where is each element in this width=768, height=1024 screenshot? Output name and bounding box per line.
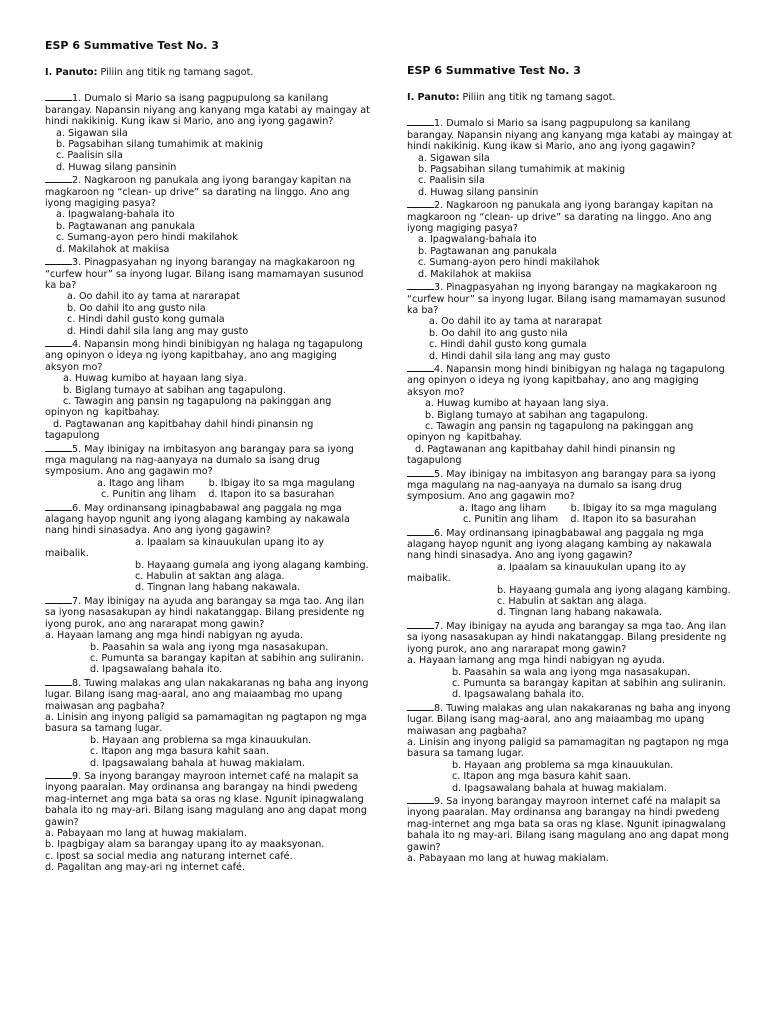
directions-label: I. Panuto: (407, 92, 460, 103)
option: a. Ipagwalang-bahala ito (56, 209, 175, 221)
question-3: 3. Pinagpasyahan ng inyong barangay na magkakaroon ng “curfew hour” sa inyong lugar. Bilang isang mamamayan susunod ka ba? (407, 282, 726, 316)
test-title: ESP 6 Summative Test No. 3 (45, 39, 219, 52)
test-title: ESP 6 Summative Test No. 3 (407, 64, 581, 77)
option: b. Pagsabihan silang tumahimik at makinig (56, 139, 264, 151)
option: a. Sigawan sila (418, 152, 490, 164)
option: b. Hayaan ang problema sa mga kinauukulan. (452, 759, 674, 771)
option: d. Tingnan lang habang nakawala. (497, 607, 663, 619)
option: c. Sumang-ayon pero hindi makilahok (56, 232, 238, 244)
option: d. Huwag silang pansinin (418, 186, 539, 198)
answer-blank[interactable] (45, 594, 72, 604)
question-1: 1. Dumalo si Mario sa isang pagpupulong sa kanilang barangay. Napansin niyang ang kanyang mga katabi ay maingay at hindi nakikinig. Kung ikaw si Mario, ano ang iyong gagawin? (45, 93, 370, 128)
option: b. Oo dahil ito ang gusto nila (429, 327, 568, 339)
option: b. Paasahin sa wala ang iyong mga nasasakupan. (90, 641, 329, 653)
answer-blank[interactable] (45, 91, 72, 101)
answer-blank[interactable] (407, 362, 434, 372)
option: c. Pumunta sa barangay kapitan at sabihin ang suliranin. (452, 677, 726, 689)
question-5: 5. May ibinigay na imbitasyon ang barangay para sa iyong mga magulang na nag-aanyaya na dumalo sa isang drug symposium. Ano ang gagawin mo? (407, 468, 716, 503)
directions-text: Piliin ang titik ng tamang sagot. (459, 92, 616, 103)
right-column (407, 65, 732, 864)
option: c. Habulin at saktan ang alaga. (135, 571, 285, 583)
option: b. Pagtawanan ang panukala (56, 220, 196, 232)
option: a. Itago ang liham b. Ibigay ito sa mga magulang (459, 502, 717, 514)
answer-blank[interactable] (407, 198, 434, 208)
directions (45, 67, 370, 78)
option: c. Tawagin ang pansin ng tagapulong na pakinggan ang opinyon ng kapitbahay. (45, 395, 335, 419)
option: c. Punitin ang liham d. Itapon ito sa basurahan (463, 514, 697, 526)
option: d. Pagtawanan ang kapitbahay dahil hindi pinansin ng tagapulong (45, 418, 317, 442)
answer-blank[interactable] (407, 467, 434, 477)
option: c. Itapon ang mga basura kahit saan. (452, 771, 632, 783)
option: d. Ipagsawalang bahala at huwag makialam. (90, 757, 305, 769)
option: a. Oo dahil ito ay tama at nararapat (67, 291, 240, 303)
option: c. Paalisin sila (418, 175, 485, 187)
option: d. Ipagsawalang bahala ito. (90, 664, 223, 676)
option: b. Hayaang gumala ang iyong alagang kambing. (497, 584, 731, 596)
question-4: 4. Napansin mong hindi binibigyan ng halaga ng tagapulong ang opinyon o ideya ng iyong kapitbahay, ano ang magiging aksyon mo? (407, 363, 725, 398)
option: a. Hayaan lamang ang mga hindi nabigyan ng ayuda. (45, 630, 304, 642)
question-2: 2. Nagkaroon ng panukala ang iyong barangay kapitan na magkaroon ng “clean- up drive” sa darating na linggo. Ano ang iyong magiging pasya? (45, 175, 352, 210)
option: a. Hayaan lamang ang mga hindi nabigyan ng ayuda. (407, 655, 666, 667)
question-5: 5. May ibinigay na imbitasyon ang barangay para sa iyong mga magulang na nag-aanyaya na dumalo sa isang drug symposium. Ano ang gagawin mo? (45, 443, 354, 478)
option: c. Ipost sa social media ang naturang internet café. (45, 850, 293, 862)
option: a. Ipaalam sa kinauukulan upang ito ay maibalik. (407, 561, 690, 585)
question-6: 6. May ordinansang ipinagbabawal ang paggala ng mga alagang hayop ngunit ang iyong alagang kambing ay nakawala nang hindi sinasadya. Ano ang iyong gagawin? (45, 502, 350, 537)
option: d. Pagtawanan ang kapitbahay dahil hindi pinansin ng tagapulong (407, 443, 679, 467)
option: d. Pagalitan ang may-ari ng internet café. (45, 862, 246, 874)
option: b. Hayaan ang problema sa mga kinauukulan. (90, 734, 312, 746)
directions-label: I. Panuto: (45, 67, 98, 78)
answer-blank[interactable] (45, 442, 72, 452)
answer-blank[interactable] (407, 526, 434, 536)
question-8: 8. Tuwing malakas ang ulan nakakaranas ng baha ang inyong lugar. Bilang isang mag-aaral, ano ang maiaambag mo upang maiwasan ang pagbaha? (45, 677, 369, 712)
option: d. Makilahok at makiisa (56, 243, 170, 255)
option: d. Hindi dahil sila lang ang may gusto (67, 325, 249, 337)
answer-blank[interactable] (45, 337, 72, 347)
option: c. Tawagin ang pansin ng tagapulong na pakinggan ang opinyon ng kapitbahay. (407, 420, 697, 444)
option: c. Habulin at saktan ang alaga. (497, 596, 647, 608)
option: a. Itago ang liham b. Ibigay ito sa mga magulang (97, 477, 355, 489)
answer-blank[interactable] (45, 676, 72, 686)
option: b. Paasahin sa wala ang iyong mga nasasakupan. (452, 666, 691, 678)
directions (407, 92, 732, 103)
question-9: 9. Sa inyong barangay mayroon internet café na malapit sa inyong paaralan. May ordinansa ang barangay na hindi pwedeng mag-internet ang mga bata sa oras ng klase. Ngunit ipinagwalang bahala ito ng may-ari. Bilang isang magulang ano ang dapat mong gawin? (407, 795, 729, 853)
option: b. Pagsabihan silang tumahimik at makinig (418, 164, 626, 176)
option: c. Hindi dahil gusto kong gumala (429, 339, 587, 351)
option: a. Ipaalam sa kinauukulan upang ito ay maibalik. (45, 536, 328, 560)
option: a. Linisin ang inyong paligid sa pamamagitan ng pagtapon ng mga basura sa tamang lugar. (407, 736, 732, 760)
answer-blank[interactable] (407, 619, 434, 629)
option: c. Sumang-ayon pero hindi makilahok (418, 257, 600, 269)
option: a. Pabayaan mo lang at huwag makialam. (407, 853, 609, 864)
question-7: 7. May ibinigay na ayuda ang barangay sa mga tao. Ang ilan sa iyong nasasakupan ay hindi nakatanggap. Bilang presidente ng iyong purok, ano ang nararapat mong gawin? (45, 595, 365, 630)
option: d. Huwag silang pansinin (56, 161, 177, 173)
option: c. Hindi dahil gusto kong gumala (67, 314, 225, 326)
question-7: 7. May ibinigay na ayuda ang barangay sa mga tao. Ang ilan sa iyong nasasakupan ay hindi nakatanggap. Bilang presidente ng iyong purok, ano ang nararapat mong gawin? (407, 620, 727, 655)
option: b. Ipagbigay alam sa barangay upang ito ay maaksyonan. (45, 839, 325, 851)
option: a. Ipagwalang-bahala ito (418, 234, 537, 246)
option: b. Oo dahil ito ang gusto nila (67, 302, 206, 314)
option: a. Linisin ang inyong paligid sa pamamagitan ng pagtapon ng mga basura sa tamang lugar. (45, 711, 370, 735)
option: d. Ipagsawalang bahala ito. (452, 689, 585, 701)
question-1: 1. Dumalo si Mario sa isang pagpupulong sa kanilang barangay. Napansin niyang ang kanyang mga katabi ay maingay at hindi nakikinig. Kung ikaw si Mario, ano ang iyong gagawin? (407, 118, 732, 153)
option: c. Pumunta sa barangay kapitan at sabihin ang suliranin. (90, 652, 364, 664)
option: a. Pabayaan mo lang at huwag makialam. (45, 828, 247, 839)
option: d. Makilahok at makiisa (418, 268, 532, 280)
directions-text: Piliin ang titik ng tamang sagot. (97, 67, 254, 78)
option: d. Tingnan lang habang nakawala. (135, 582, 301, 594)
question-6: 6. May ordinansang ipinagbabawal ang paggala ng mga alagang hayop ngunit ang iyong alagang kambing ay nakawala nang hindi sinasadya. Ano ang iyong gagawin? (407, 527, 712, 562)
option: a. Sigawan sila (56, 127, 128, 139)
answer-blank[interactable] (45, 769, 72, 779)
answer-blank[interactable] (45, 173, 72, 183)
answer-blank[interactable] (407, 701, 434, 711)
answer-blank[interactable] (407, 116, 434, 126)
option: a. Oo dahil ito ay tama at nararapat (429, 316, 602, 328)
left-column (45, 40, 370, 874)
option: b. Hayaang gumala ang iyong alagang kambing. (135, 559, 369, 571)
answer-blank[interactable] (45, 255, 72, 265)
answer-blank[interactable] (45, 501, 72, 511)
question-4: 4. Napansin mong hindi binibigyan ng halaga ng tagapulong ang opinyon o ideya ng iyong kapitbahay, ano ang magiging aksyon mo? (45, 338, 363, 373)
option: b. Pagtawanan ang panukala (418, 245, 558, 257)
option: c. Itapon ang mga basura kahit saan. (90, 746, 270, 758)
option: b. Biglang tumayo at sabihan ang tagapulong. (425, 409, 648, 421)
question-3: 3. Pinagpasyahan ng inyong barangay na magkakaroon ng “curfew hour” sa inyong lugar. Bilang isang mamamayan susunod ka ba? (45, 257, 364, 291)
question-8: 8. Tuwing malakas ang ulan nakakaranas ng baha ang inyong lugar. Bilang isang mag-aaral, ano ang maiaambag mo upang maiwasan ang pagbaha? (407, 702, 731, 737)
option: a. Huwag kumibo at hayaan lang siya. (63, 373, 247, 385)
option: b. Biglang tumayo at sabihan ang tagapulong. (63, 384, 286, 396)
question-9: 9. Sa inyong barangay mayroon internet café na malapit sa inyong paaralan. May ordinansa ang barangay na hindi pwedeng mag-internet ang mga bata sa oras ng klase. Ngunit ipinagwalang bahala ito ng may-ari. Bilang isang magulang ano ang dapat mong gawin? (45, 770, 367, 828)
question-2: 2. Nagkaroon ng panukala ang iyong barangay kapitan na magkaroon ng “clean- up drive” sa darating na linggo. Ano ang iyong magiging pasya? (407, 200, 714, 235)
option: a. Huwag kumibo at hayaan lang siya. (425, 398, 609, 410)
option: d. Hindi dahil sila lang ang may gusto (429, 350, 611, 362)
option: c. Punitin ang liham d. Itapon ito sa basurahan (101, 489, 335, 501)
answer-blank[interactable] (407, 280, 434, 290)
option: c. Paalisin sila (56, 150, 123, 162)
answer-blank[interactable] (407, 794, 434, 804)
option: d. Ipagsawalang bahala at huwag makialam. (452, 782, 667, 794)
